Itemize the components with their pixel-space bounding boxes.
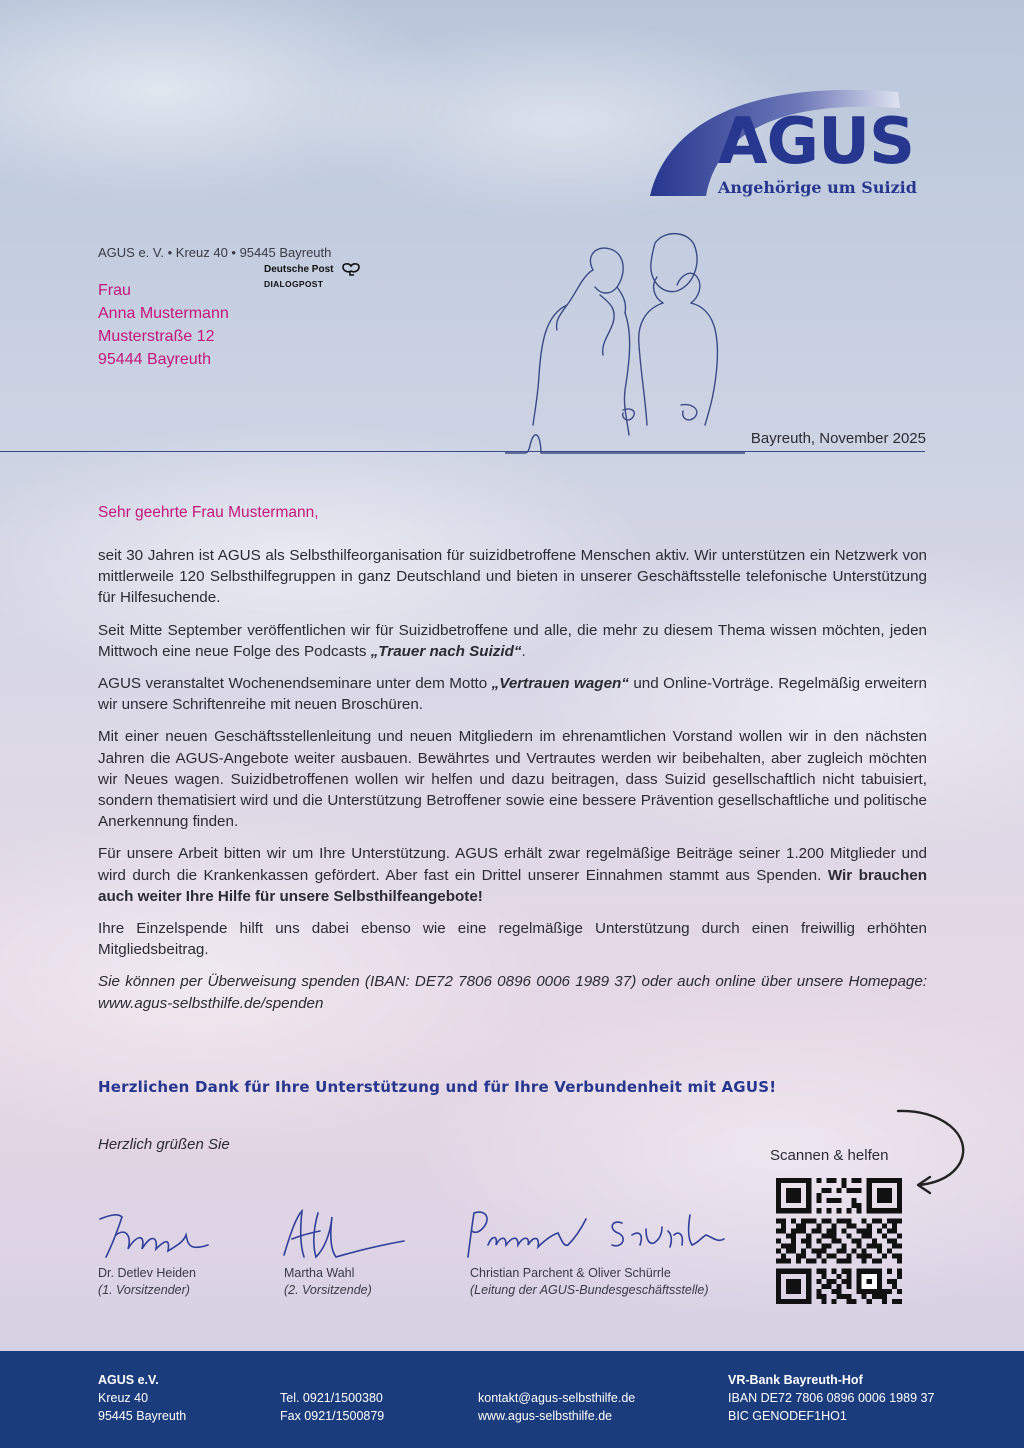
signer-3-role: (Leitung der AGUS-Bundesgeschäftsstelle) [470, 1283, 709, 1297]
paragraph-5-text: Für unsere Arbeit bitten wir um Ihre Unterstützung. AGUS erhält zwar regelmäßige Beiträge seiner 1.200 Mitglieder und wird durch die Krankenkassen gefördert. Aber fast ein Drittel unserer Einnahmen stammt aus Spenden. [98, 845, 927, 884]
logo-wordmark: AGUS [718, 105, 915, 179]
curved-arrow-icon [890, 1105, 970, 1195]
recipient-address [98, 279, 229, 371]
letter-footer [0, 1351, 1024, 1448]
paragraph-2-end: . [521, 642, 526, 660]
paragraph-7 [98, 971, 927, 1013]
paragraph-3-text: AGUS veranstaltet Wochenendseminare unter dem Motto [98, 675, 492, 693]
paragraph-3 [98, 673, 927, 715]
footer-org-city: 95445 Bayreuth [98, 1409, 187, 1423]
signer-1 [98, 1265, 196, 1299]
letter-date: Bayreuth, November 2025 [750, 430, 926, 447]
paragraph-4: Mit einer neuen Geschäftsstellenleitung und neuen Mitgliedern im ehrenamtlichen Vorstand wollen wir in den nächsten Jahren die AGUS-Angebote weiter ausbauen. Bewährtes und Vertrautes werden wir beibehalten, aber zugleich möchten wir Neues wagen. Suizidbetroffenen wollen wir helfen und dazu beitragen, dass Suizid gesellschaftlich nicht tabuisiert, sondern thematisiert wird und die Unterstützung Betroffener sowie eine bessere Prävention gesellschaftliche und politische Anerkennung finden. [98, 728, 927, 831]
signer-2-name: Martha Wahl [284, 1266, 355, 1280]
footer-web [478, 1389, 635, 1425]
signer-2 [284, 1265, 372, 1299]
podcast-title: „Trauer nach Suizid“ [370, 642, 522, 660]
paragraph-5-highlight: Wir brauchen auch weiter Ihre Hilfe für unsere Selbsthilfeangebote! [98, 866, 927, 905]
paragraph-1: seit 30 Jahren ist AGUS als Selbsthilfeorganisation für suizidbetroffene Menschen aktiv. Wir unterstützen ein Netzwerk von mittlerweile 120 Selbsthilfegruppen in ganz Deutschland und bieten in unserer Geschäftsstelle telefonische Unterstützung für Hilfesuchende. [98, 547, 927, 607]
signature-wahl-image [280, 1205, 410, 1265]
footer-tel: Tel. 0921/1500380 [280, 1391, 383, 1405]
paragraph-2-text: Seit Mitte September veröffentlichen wir für Suizidbetroffene und alle, die mehr zu diesem Thema wissen möchten, jeden Mittwoch eine neue Folge des Podcasts [98, 621, 927, 660]
footer-org-street: Kreuz 40 [98, 1391, 149, 1405]
footer-phone [280, 1389, 384, 1425]
logo-tagline: Angehörige um Suizid [718, 178, 917, 197]
recipient-name: Anna Mustermann [98, 305, 229, 322]
footer-fax: Fax 0921/1500879 [280, 1409, 385, 1423]
footer-bank-iban: IBAN DE72 7806 0896 0006 1989 37 [728, 1391, 935, 1405]
postage-type: DIALOGPOST [264, 279, 324, 289]
qr-code-icon[interactable] [776, 1178, 902, 1304]
line-art-illustration [505, 225, 745, 460]
footer-email-link[interactable]: kontakt@agus-selbsthilfe.de [478, 1391, 636, 1405]
sender-line: AGUS e. V. • Kreuz 40 • 95445 Bayreuth [98, 245, 332, 260]
donation-info: Sie können per Überweisung spenden (IBAN: DE72 7806 0896 0006 1989 37) oder auch online über unsere Homepage: www.agus-selbsthilfe.de/spenden [98, 973, 927, 1012]
signature-heiden [96, 1205, 216, 1265]
postage-brand: Deutsche Post [264, 264, 334, 275]
closing-greeting: Herzlich grüßen Sie [98, 1136, 230, 1153]
qr-label: Scannen & helfen [770, 1147, 889, 1164]
footer-bank [728, 1371, 934, 1425]
footer-bank-bic: BIC GENODEF1HO1 [728, 1409, 847, 1423]
signature-parchent-schuerrle-image [462, 1205, 732, 1265]
footer-organization [98, 1371, 186, 1425]
letter-salutation: Sehr geehrte Frau Mustermann, [98, 504, 319, 521]
divider-line [0, 451, 925, 452]
paragraph-6: Ihre Einzelspende hilft uns dabei ebenso wie eine regelmäßige Unterstützung durch einen freiwillig erhöhten Mitgliedsbeitrag. [98, 920, 927, 959]
signature-wahl [280, 1205, 410, 1265]
paragraph-5 [98, 843, 927, 907]
signer-1-name: Dr. Detlev Heiden [98, 1266, 196, 1280]
signer-1-role: (1. Vorsitzender) [98, 1283, 190, 1297]
footer-bank-name: VR-Bank Bayreuth-Hof [728, 1373, 863, 1387]
footer-org-name: AGUS e.V. [98, 1373, 159, 1387]
agus-logo [648, 78, 928, 202]
seminar-motto: „Vertrauen wagen“ [491, 675, 629, 693]
signer-3 [470, 1265, 709, 1299]
recipient-street: Musterstraße 12 [98, 328, 215, 345]
signer-2-role: (2. Vorsitzende) [284, 1283, 372, 1297]
signer-3-name: Christian Parchent & Oliver Schürrle [470, 1266, 671, 1280]
paragraph-2 [98, 620, 927, 662]
post-horn-icon [341, 262, 361, 276]
recipient-city: 95444 Bayreuth [98, 351, 211, 368]
signature-heiden-image [96, 1205, 216, 1265]
footer-website-link[interactable]: www.agus-selbsthilfe.de [478, 1409, 613, 1423]
letter-body [98, 545, 927, 1025]
recipient-title: Frau [98, 282, 131, 299]
postage-mark [264, 263, 333, 291]
thanks-line: Herzlichen Dank für Ihre Unterstützung und für Ihre Verbundenheit mit AGUS! [98, 1078, 777, 1096]
paragraph-3-end: und Online-Vorträge. Regelmäßig erweitern wir unsere Schriftenreihe mit neuen Broschüren. [98, 675, 927, 714]
signature-parchent-schuerrle [462, 1205, 732, 1265]
